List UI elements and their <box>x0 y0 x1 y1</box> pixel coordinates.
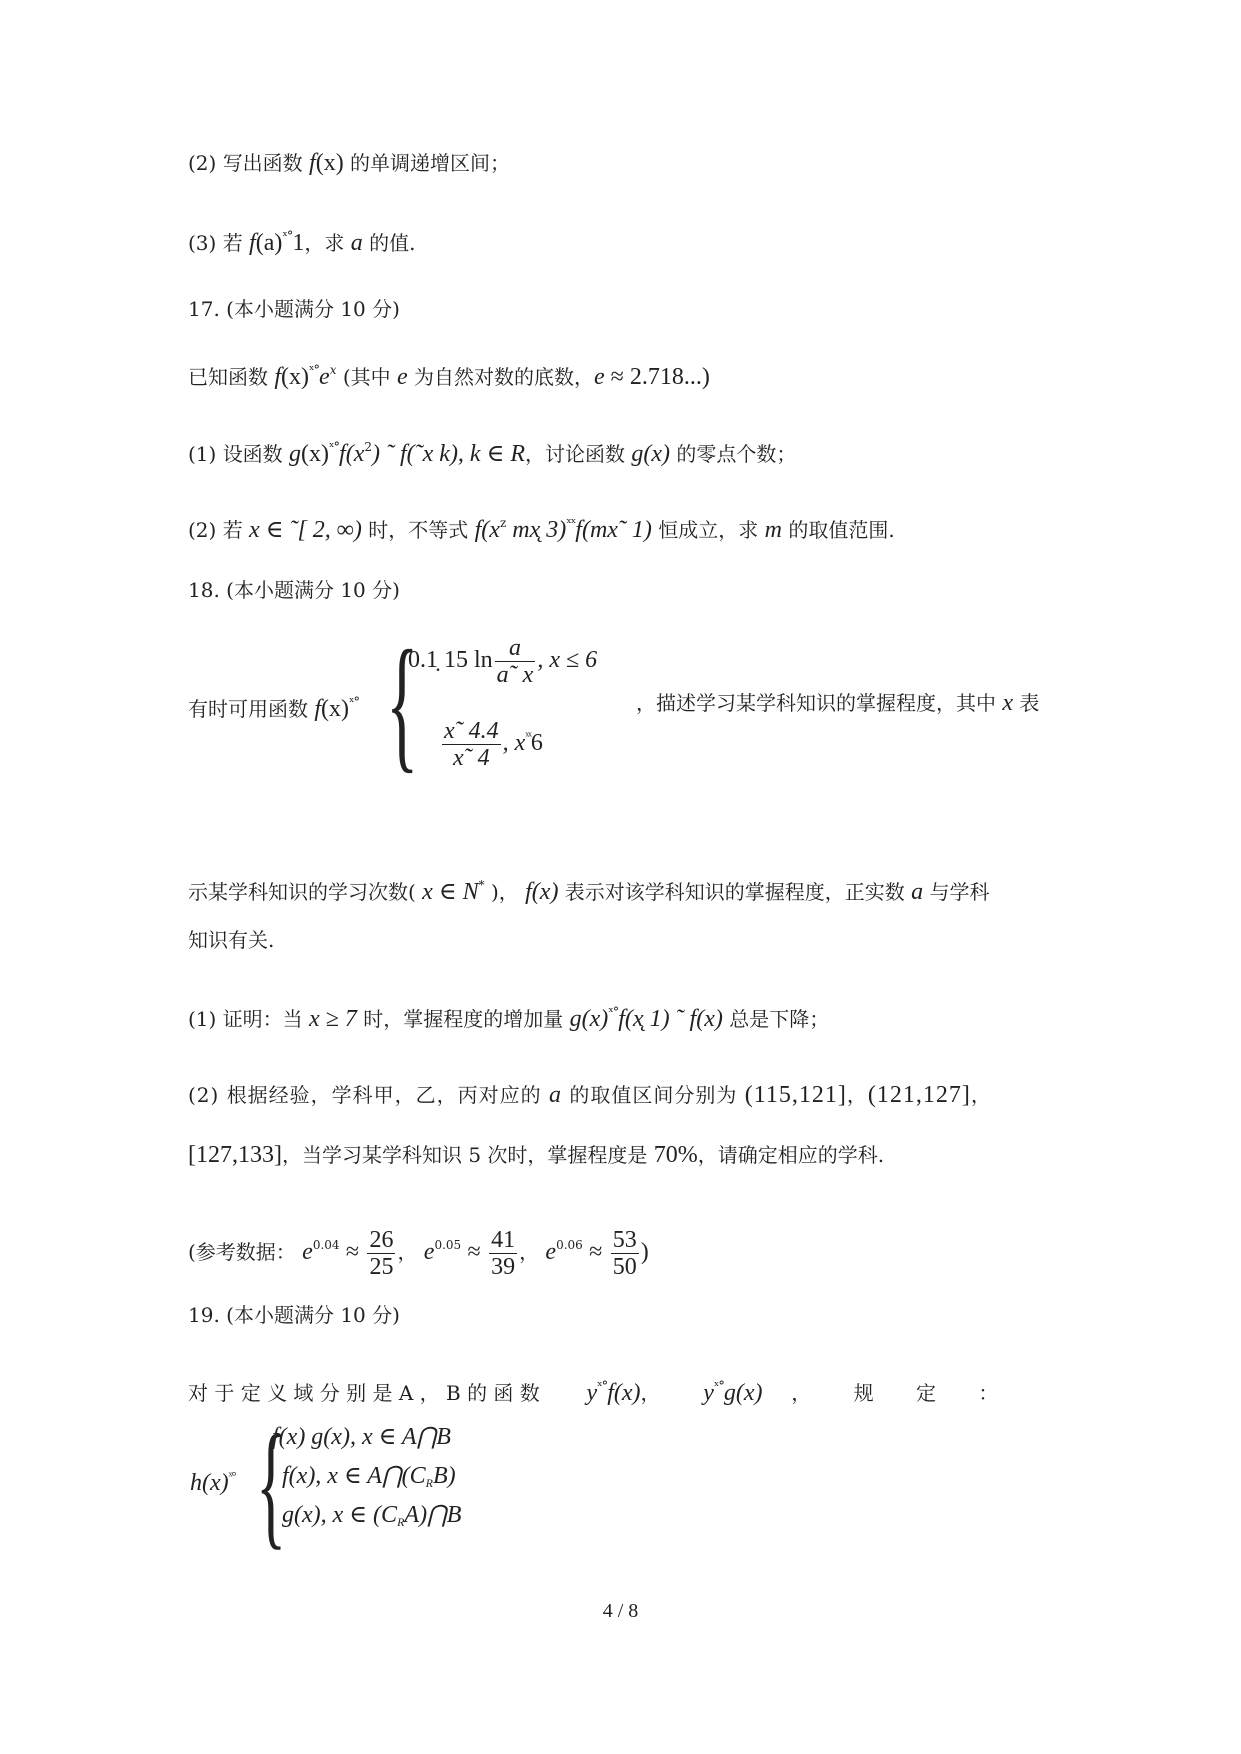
q18-heading: 18. (本小题满分 10 分) <box>188 578 400 602</box>
q19-h-label: $h(x)^{ˣ^\circ}$ <box>190 1468 236 1496</box>
q17-heading: 17. (本小题满分 10 分) <box>188 297 400 321</box>
q19-piecewise-brace: { <box>256 1407 287 1562</box>
q18-piece-row2: $\frac{x˜ 4.4}{x˜ 4}$ , $x^{ˣˣ}6$ <box>444 718 543 771</box>
q18-intro: 有时可用函数 $f(x)^{ˣ^\circ}$ <box>188 695 360 722</box>
q19-piece-row3: g(x), x ∈ $(C_RA)⋂B$ <box>282 1502 462 1529</box>
q18-part1: (1) 证明：当 x ≥ 7 时，掌握程度的增加量 $g(x)^{ˣ^\circ}f(x̨$ 1) ˜ f(x) 总是下降； <box>188 1005 830 1032</box>
q17-part2: (2) 若 x ∈ ˜[ 2, ∞) 时，不等式 $f(x^z$ mx̨ 3)$^{ˣˣ}$f(mx˜ 1) 恒成立，求 m 的取值范围. <box>188 516 895 543</box>
q16-part2: (2) 写出函数 f(x) 的单调递增区间； <box>188 150 511 176</box>
q19-piece-row1: f(x) g(x), x ∈ A⋂B <box>272 1424 451 1450</box>
q18-piece-row1: 0.1̣ 15 ln $\frac{a}{a˜ x}$ , x ≤ 6 <box>408 635 598 688</box>
q18-intro-line3: 知识有关. <box>188 928 275 952</box>
q19-piece-row2: f(x), x ∈ $A⋂(C_RB)$ <box>282 1463 456 1490</box>
page-number: 4 / 8 <box>602 1600 639 1622</box>
q18-part2: (2) 根据经验，学科甲，乙，丙对应的 a 的取值区间分别为 (115,121]，(121,127]， <box>188 1082 992 1108</box>
q16-part3: (3) 若 $f(a)^{ˣ^\circ}1$，求 a 的值. <box>188 229 416 256</box>
q17-intro: 已知函数 $f(x)^{ˣ^\circ}e^x$ (其中 e 为自然对数的底数，e ≈ 2.718...) <box>188 363 710 390</box>
q17-part1: (1) 设函数 $g(x)^{ˣ^\circ}f(x^2)$ ˜ f(˜x k), k ∈ R，讨论函数 g(x) 的零点个数； <box>188 440 797 467</box>
q18-intro-line2: 示某学科知识的学习次数( x ∈ N* )， f(x) 表示对该学科知识的掌握程度，正实数 a 与学科 <box>188 878 990 905</box>
q18-part2-cont: [127,133]，当学习某学科知识 5 次时，掌握程度是 70%，请确定相应的学科. <box>188 1142 885 1168</box>
q19-intro: 对 于 定 义 域 分 别 是 A ， B 的 函 数 $y^{ˣ^\circ}f(x)$， $y^{ˣ^\circ}g(x)$ ， 规 定 ： <box>188 1379 1017 1406</box>
q18-intro-tail: ，描述学习某学科知识的掌握程度，其中 x 表 <box>636 690 1040 716</box>
q18-reference-data: (参考数据： $e^{0.04}$ ≈ $\frac{26}{25}$ ， $e^{0.05}$ ≈ $\frac{41}{39}$ ， $e^{0.06}$ ≈ $\frac{53}{50}$ ) <box>188 1227 649 1280</box>
q18-piecewise-brace: { <box>386 620 419 786</box>
q19-heading: 19. (本小题满分 10 分) <box>188 1303 400 1327</box>
